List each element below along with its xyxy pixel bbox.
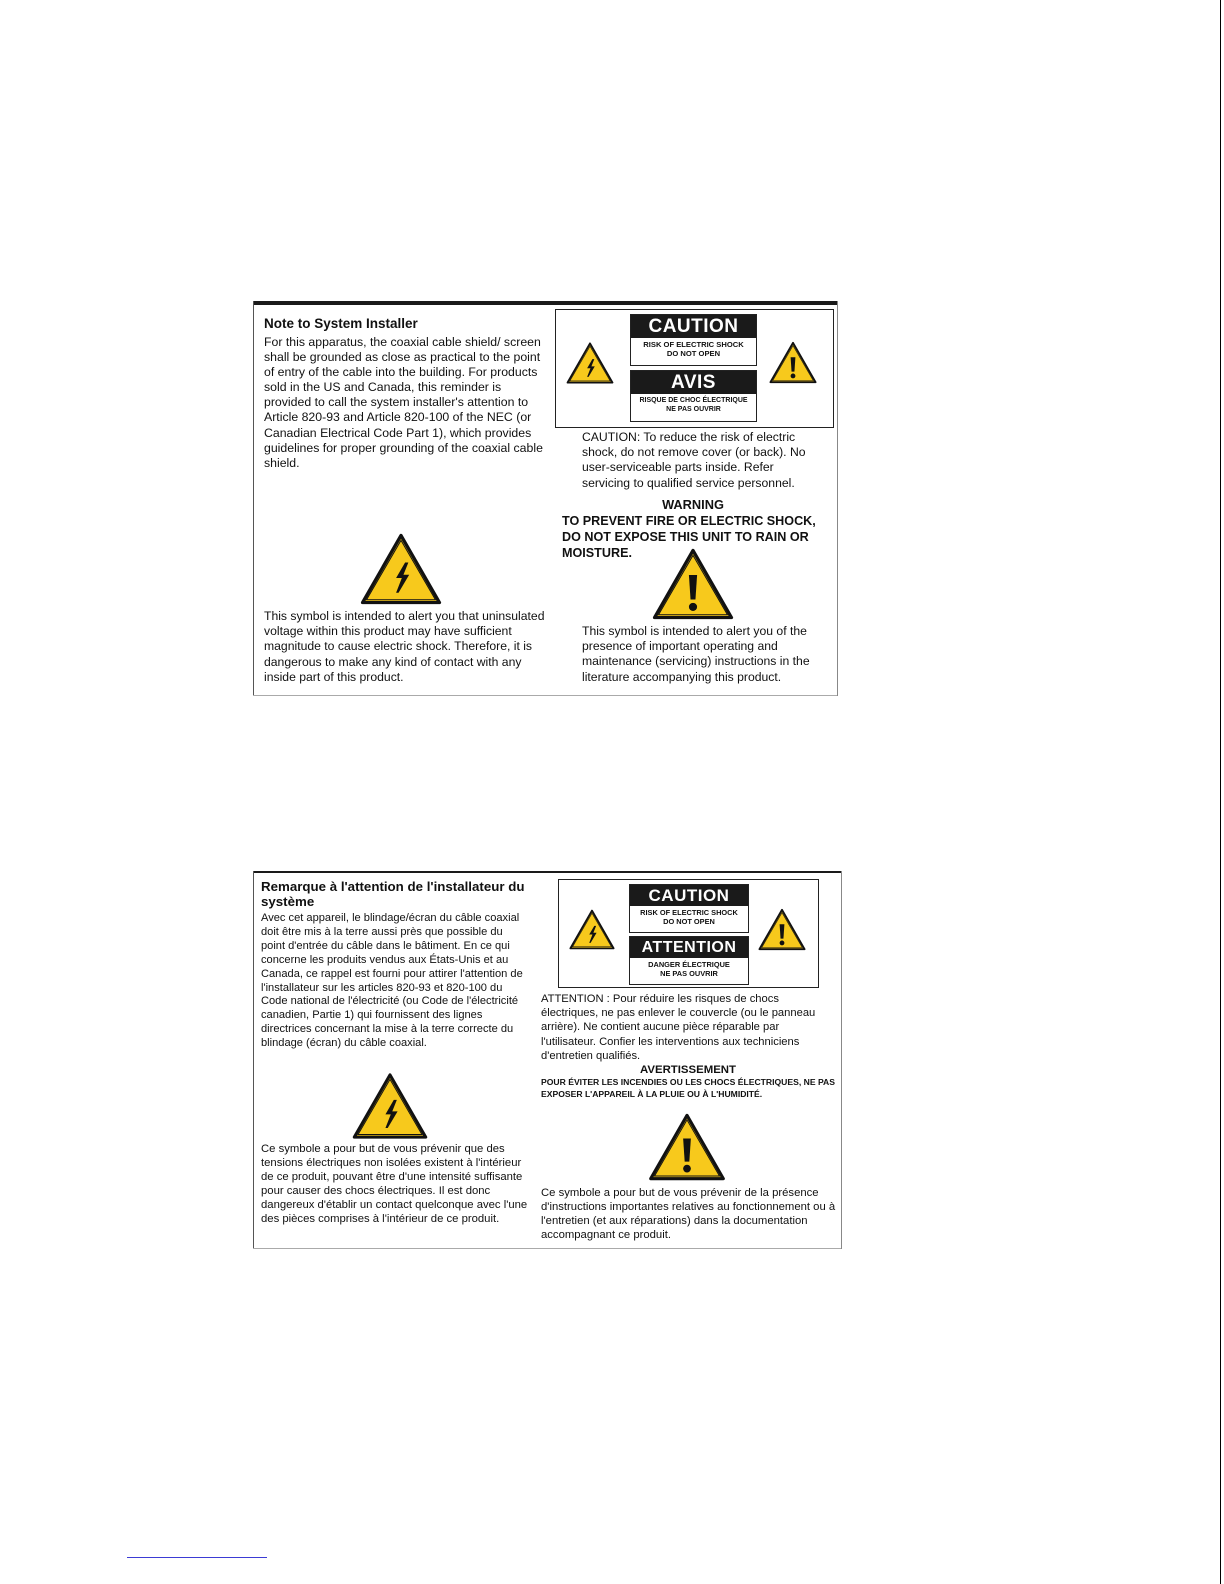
attention-plate-line2: NE PAS OUVRIR [660,969,718,978]
panel-bottom-rule [253,1248,842,1249]
lightning-bolt-triangle-icon [352,1072,428,1140]
warning-title: WARNING [662,497,724,512]
caution-plate-title: CAUTION [630,885,748,906]
panel-left-rule [253,301,254,696]
bolt-symbol-text: This symbol is intended to alert you that uninsulated voltage within this product may have sufficient magnitude to cause electric shock. Therefore, it is dangerous to make any kind of contact with any inside part of this product. [264,609,545,684]
exclamation-triangle-icon [652,548,734,620]
french-notice-panel [253,871,842,1249]
warning-text: POUR ÉVITER LES INCENDIES OU LES CHOCS ÉLECTRIQUES, NE PAS EXPOSER L'APPAREIL À LA PLUIE OU À L'HUMIDITÉ. [541,1077,835,1099]
installer-note-body: For this apparatus, the coaxial cable shield/ screen shall be grounded as close as practical to the point of entry of the cable into the building. For products sold in the US and Canada, this reminder is provided to call the system installer's attention to Article 820-93 and Article 820-100 of the NEC (or Canadian Electrical Code Part 1), which provides guidelines for proper grounding of the coaxial cable shield. [264,335,543,470]
warning-title: AVERTISSEMENT [640,1064,736,1076]
caution-text: CAUTION: To reduce the risk of electric shock, do not remove cover (or back). No user-serviceable parts inside. Refer servicing to qualified service personnel. [582,430,806,490]
exclamation-triangle-icon [648,1113,726,1181]
avis-plate [630,370,757,422]
bolt-symbol-text: Ce symbole a pour but de vous prévenir que des tensions électriques non isolées existent à l'intérieur de ce produit, pouvant être d'une intensité suffisante pour causer des chocs électriques. Il est donc dangereux d'établir un contact quelconque avec l'une des pièces comprises à l'intérieur de ce produit. [261,1143,528,1225]
caution-plate-line2: DO NOT OPEN [666,349,721,358]
exclamation-triangle-icon [769,341,817,384]
exclamation-triangle-icon [758,908,806,951]
exclamation-symbol-text: This symbol is intended to alert you of the presence of important operating and maintenance (servicing) instructions in the literature accompanying this product. [582,624,810,684]
english-notice-panel [253,301,838,696]
attention-plate [629,936,749,985]
caution-label-box [555,309,834,428]
exclamation-symbol-text: Ce symbole a pour but de vous prévenir de la présence d'instructions importantes relatives au fonctionnement ou à l'entretien (et aux réparations) dans la documentation accompagnant ce produit. [541,1187,836,1241]
page-edge-line [1220,0,1221,1584]
panel-left-rule [253,871,254,1249]
avis-plate-title: AVIS [631,371,756,394]
caution-label-box [558,879,819,988]
caution-plate-line2: DO NOT OPEN [663,917,715,926]
caution-plate-title: CAUTION [631,315,756,338]
panel-right-rule [841,871,842,1249]
attention-plate-line1: DANGER ÉLECTRIQUE [648,960,730,969]
avis-plate-line2: NE PAS OUVRIR [666,406,721,413]
lightning-bolt-triangle-icon [360,533,442,605]
warning-text: TO PREVENT FIRE OR ELECTRIC SHOCK, DO NOT EXPOSE THIS UNIT TO RAIN OR MOISTURE. [562,514,816,560]
installer-note-title: Note to System Installer [264,316,418,331]
footnote-rule [127,1557,267,1558]
panel-top-rule [253,301,838,305]
avis-plate-line1: RISQUE DE CHOC ÉLECTRIQUE [639,397,748,404]
caution-plate-line1: RISK OF ELECTRIC SHOCK [640,908,738,917]
attention-plate-title: ATTENTION [630,937,748,958]
lightning-bolt-triangle-icon [566,342,614,384]
lightning-bolt-triangle-icon [569,909,615,950]
installer-note-body: Avec cet appareil, le blindage/écran du câble coaxial doit être mis à la terre aussi près que possible du point d'entrée du câble dans le bâtiment. En ce qui concerne les produits vendus aux États-Unis et au Canada, ce rappel est fourni pour attirer l'attention de l'installateur sur les articles 820-93 et 820-100 du Code national de l'électricité (ou Code de l'électricité canadien, Partie 1) qui fournissent des lignes directrices concernant la mise à la terre correcte du blindage (écran) du câble coaxial. [261,912,523,1050]
panel-top-rule [253,871,842,873]
installer-note-title: Remarque à l'attention de l'installateur du système [261,879,525,909]
caution-text: ATTENTION : Pour réduire les risques de chocs électriques, ne pas enlever le couvercle (ou le panneau arrière). Ne contient aucune pièce réparable par l'utilisateur. Confier les interventions aux techniciens d'entretien qualifiés. [541,993,816,1062]
caution-plate-line1: RISK OF ELECTRIC SHOCK [643,340,744,349]
caution-plate [629,884,749,933]
panel-right-rule [837,301,838,696]
panel-bottom-rule [253,695,838,696]
caution-plate [630,314,757,366]
